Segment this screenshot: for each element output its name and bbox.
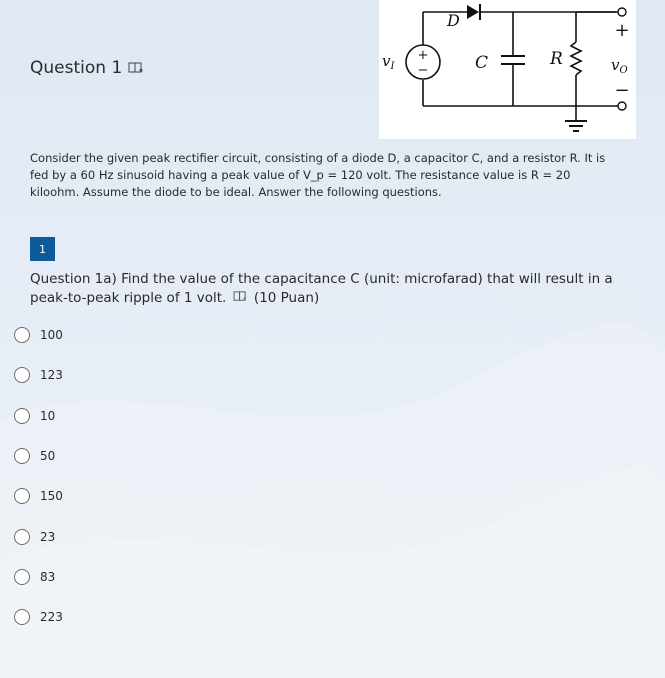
option-label: 23 <box>40 530 56 544</box>
subquestion-text: Question 1a) Find the value of the capacitance C (unit: microfarad) that will result in a peak-to-peak ripple of 1 volt. <box>30 271 613 306</box>
output-voltage-label: $v_O$ <box>611 56 628 76</box>
circuit-diagram <box>379 0 636 139</box>
immersive-reader-icon[interactable] <box>233 290 248 303</box>
question-title <box>30 58 144 78</box>
output-terminal-top <box>618 8 626 16</box>
radio-button[interactable] <box>14 609 30 625</box>
radio-button[interactable] <box>14 367 30 383</box>
question-description: Consider the given peak rectifier circuit, consisting of a diode D, a capacitor C, and a resistor R. It is fed by a 60 Hz sinusoid having a peak value of V_p = 120 volt. The resistance value is R = 20 kiloohm. Assume the diode to be ideal. Answer the following questions. <box>30 151 606 199</box>
option-label: 50 <box>40 449 56 463</box>
radio-button[interactable] <box>14 448 30 464</box>
diode-icon <box>467 5 479 19</box>
circuit-svg <box>379 0 636 139</box>
input-voltage-label: $v_I$ <box>382 52 395 72</box>
option-label: 223 <box>40 610 63 624</box>
output-plus: + <box>614 20 630 41</box>
radio-button[interactable] <box>14 488 30 504</box>
question-title-text: Question 1 <box>30 58 123 78</box>
output-minus: − <box>614 80 630 101</box>
option-radio-item[interactable] <box>14 562 55 592</box>
option-radio-item[interactable] <box>14 441 55 471</box>
subquestion-text-block <box>30 270 630 308</box>
diode-label: D <box>447 11 460 30</box>
option-radio-item[interactable] <box>14 602 63 632</box>
capacitor-label: C <box>475 53 489 73</box>
radio-button[interactable] <box>14 569 30 585</box>
source-plus: + <box>417 48 429 63</box>
option-label: 123 <box>40 368 63 382</box>
ground-icon <box>565 121 587 131</box>
subquestion-points: (10 Puan) <box>253 290 320 306</box>
option-label: 150 <box>40 489 63 503</box>
option-radio-item[interactable] <box>14 360 63 390</box>
option-label: 83 <box>40 570 56 584</box>
option-radio-item[interactable] <box>14 320 63 350</box>
radio-button[interactable] <box>14 327 30 343</box>
output-terminal-bottom <box>618 102 626 110</box>
radio-button[interactable] <box>14 529 30 545</box>
radio-button[interactable] <box>14 408 30 424</box>
option-label: 100 <box>40 328 63 342</box>
source-minus: − <box>417 63 429 78</box>
option-label: 10 <box>40 409 56 423</box>
subquestion-number-badge: 1 <box>30 237 55 261</box>
option-radio-item[interactable] <box>14 522 55 552</box>
resistor-label: R <box>550 49 563 69</box>
option-radio-item[interactable] <box>14 401 55 431</box>
immersive-reader-icon[interactable] <box>128 61 144 75</box>
option-radio-item[interactable] <box>14 481 63 511</box>
